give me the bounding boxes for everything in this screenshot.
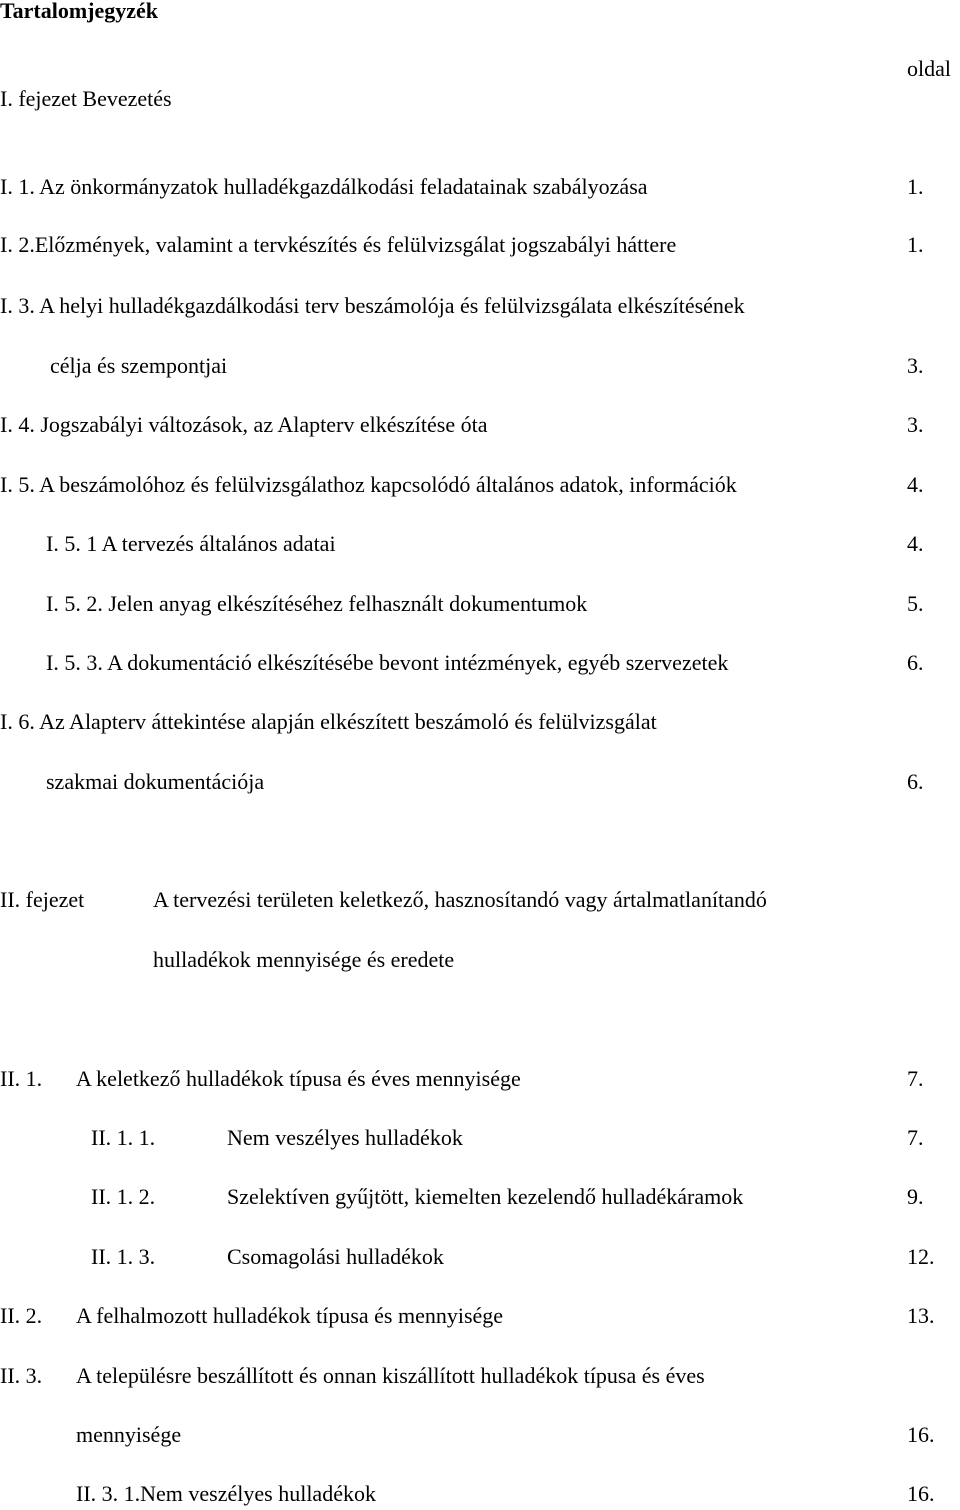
- toc-entry-page: 6.: [907, 769, 924, 794]
- toc-entry-text: A településre beszállított és onnan kiszállított hulladékok típusa és éves: [76, 1363, 705, 1388]
- chapter1-heading: I. fejezet Bevezetés: [0, 86, 172, 111]
- toc-entry-number: II. 1. 3.: [91, 1244, 156, 1269]
- toc-entry-page: 5.: [907, 591, 924, 616]
- chapter2-title-line1: A tervezési területen keletkező, hasznosítandó vagy ártalmatlanítandó: [153, 887, 767, 912]
- toc-entry-text: I. 2.Előzmények, valamint a tervkészítés és felülvizsgálat jogszabályi háttere: [0, 232, 677, 257]
- toc-entry-text: I. 4. Jogszabályi változások, az Alapterv elkészítése óta: [0, 412, 488, 437]
- toc-entry-text: I. 5. 2. Jelen anyag elkészítéséhez felhasznált dokumentumok: [46, 591, 588, 616]
- toc-entry-number: II. 1. 2.: [91, 1184, 156, 1209]
- toc-entry-page: 9.: [907, 1184, 924, 1209]
- toc-entry-continuation: szakmai dokumentációja: [46, 769, 265, 794]
- toc-entry-text: Nem veszélyes hulladékok: [227, 1125, 463, 1150]
- chapter2-title-line2: hulladékok mennyisége és eredete: [153, 947, 455, 972]
- toc-entry-text: I. 1. Az önkormányzatok hulladékgazdálkodási feladatainak szabályozása: [0, 174, 648, 199]
- toc-entry-page: 7.: [907, 1125, 924, 1150]
- toc-entry-page: 16.: [907, 1422, 935, 1447]
- chapter2-label: II. fejezet: [0, 887, 85, 912]
- toc-entry-number: II. 3.: [0, 1363, 43, 1388]
- toc-entry-number: II. 1. 1.: [91, 1125, 156, 1150]
- toc-entry-text: A felhalmozott hulladékok típusa és mennyisége: [76, 1303, 504, 1328]
- toc-entry-page: 16.: [907, 1481, 935, 1506]
- toc-entry-continuation: célja és szempontjai: [50, 353, 228, 378]
- toc-entry-page: 6.: [907, 650, 924, 675]
- toc-entry-continuation: mennyisége: [76, 1422, 182, 1447]
- toc-entry-text: I. 6. Az Alapterv áttekintése alapján elkészített beszámoló és felülvizsgálat: [0, 709, 657, 734]
- toc-entry-text: I. 3. A helyi hulladékgazdálkodási terv beszámolója és felülvizsgálata elkészítésének: [0, 293, 745, 318]
- toc-entry-text: II. 3. 1.Nem veszélyes hulladékok: [76, 1481, 376, 1506]
- toc-entry-number: II. 1.: [0, 1066, 43, 1091]
- toc-entry-text: I. 5. 1 A tervezés általános adatai: [46, 531, 336, 556]
- page-column-label: oldal: [907, 56, 951, 81]
- toc-entry-page: 1.: [907, 174, 924, 199]
- toc-entry-page: 3.: [907, 353, 924, 378]
- toc-entry-page: 13.: [907, 1303, 935, 1328]
- toc-entry-page: 4.: [907, 472, 924, 497]
- toc-entry-text: A keletkező hulladékok típusa és éves mennyisége: [76, 1066, 521, 1091]
- toc-entry-text: Szelektíven gyűjtött, kiemelten kezelendő hulladékáramok: [227, 1184, 744, 1209]
- page-title: Tartalomjegyzék: [0, 0, 159, 23]
- toc-entry-text: I. 5. 3. A dokumentáció elkészítésébe bevont intézmények, egyéb szervezetek: [46, 650, 729, 675]
- toc-entry-number: II. 2.: [0, 1303, 43, 1328]
- toc-entry-page: 12.: [907, 1244, 935, 1269]
- toc-entry-text: I. 5. A beszámolóhoz és felülvizsgálathoz kapcsolódó általános adatok, információk: [0, 472, 737, 497]
- toc-entry-page: 1.: [907, 232, 924, 257]
- toc-entry-page: 3.: [907, 412, 924, 437]
- toc-entry-text: Csomagolási hulladékok: [227, 1244, 444, 1269]
- toc-entry-page: 4.: [907, 531, 924, 556]
- toc-entry-page: 7.: [907, 1066, 924, 1091]
